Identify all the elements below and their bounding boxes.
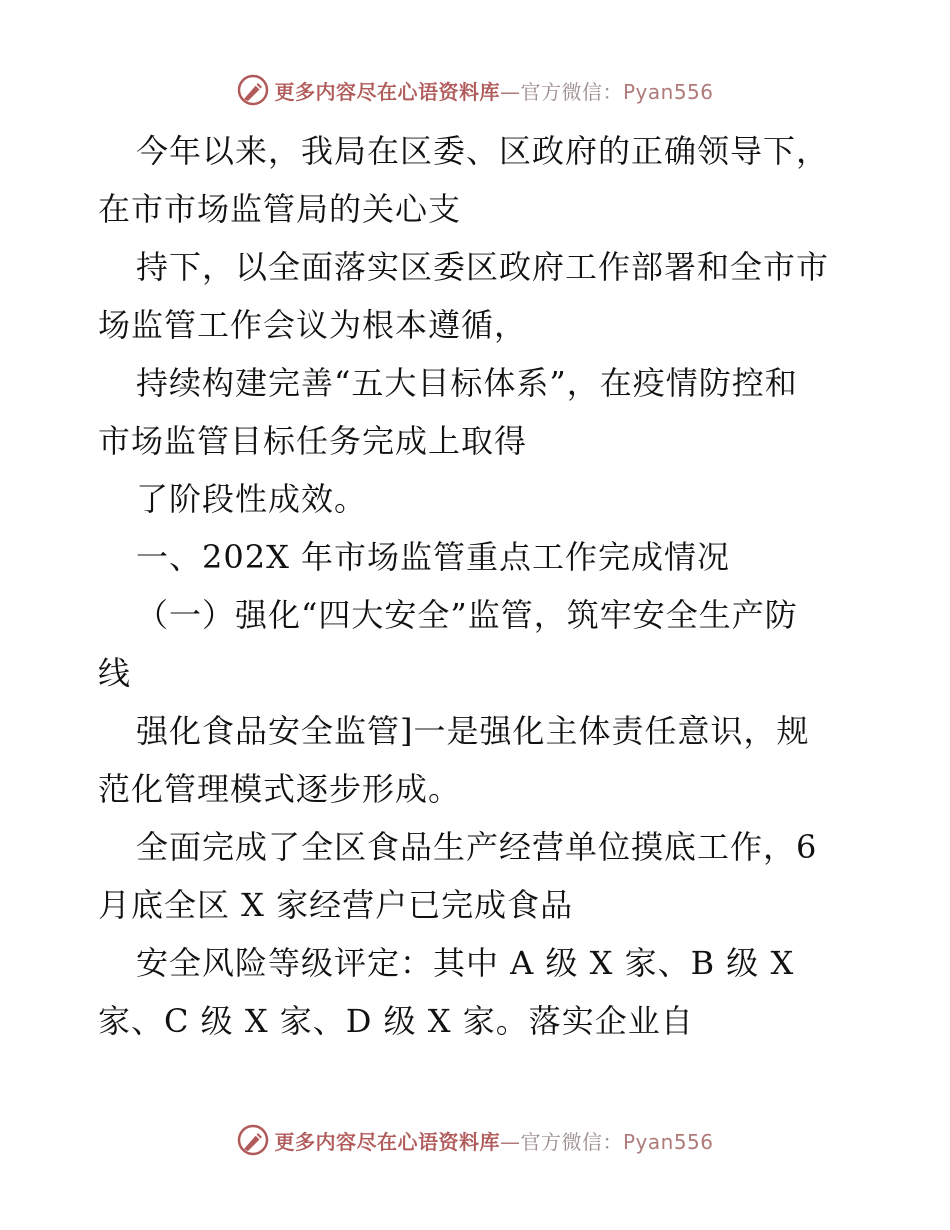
text-line: 今年以来，我局在区委、区政府的正确领导下， bbox=[136, 132, 830, 170]
pen-logo-icon bbox=[236, 73, 270, 107]
subsection-heading: （一）强化“四大安全”监管，筑牢安全生产防 bbox=[136, 596, 798, 634]
header-banner bbox=[0, 70, 950, 110]
header-separator: — bbox=[499, 79, 521, 104]
footer-banner bbox=[0, 1120, 950, 1160]
header-wechat-label: 官方微信： bbox=[520, 79, 623, 104]
text-line: 范化管理模式逐步形成。 bbox=[98, 770, 462, 808]
text-line: 场监管工作会议为根本遵循， bbox=[98, 306, 528, 344]
footer-site-name: 更多内容尽在心语资料库 bbox=[274, 1129, 500, 1154]
text-line: 持续构建完善“五大目标体系”，在疫情防控和 bbox=[136, 364, 798, 402]
pen-logo-icon bbox=[236, 1123, 270, 1157]
header-site-name: 更多内容尽在心语资料库 bbox=[274, 79, 500, 104]
text-line: 线 bbox=[98, 654, 132, 692]
footer-banner-text bbox=[274, 1126, 713, 1155]
text-line: 了阶段性成效。 bbox=[136, 480, 368, 518]
footer-wechat-label: 官方微信： bbox=[520, 1129, 623, 1154]
text-line: 月底全区 X 家经营户已完成食品 bbox=[98, 886, 574, 924]
header-account: Pyan556 bbox=[622, 79, 714, 104]
footer-separator: — bbox=[499, 1129, 521, 1154]
header-banner-text bbox=[274, 76, 713, 105]
text-line: 在市市场监管局的关心支 bbox=[98, 190, 462, 228]
text-line: 全面完成了全区食品生产经营单位摸底工作，6 bbox=[136, 828, 818, 866]
text-line: 强化食品安全监管]一是强化主体责任意识，规 bbox=[136, 712, 810, 750]
section-heading: 一、202X 年市场监管重点工作完成情况 bbox=[136, 538, 731, 576]
text-line: 市场监管目标任务完成上取得 bbox=[98, 422, 528, 460]
text-line: 持下，以全面落实区委区政府工作部署和全市市 bbox=[136, 248, 830, 286]
text-line: 安全风险等级评定：其中 A 级 X 家、B 级 X bbox=[136, 944, 795, 982]
footer-account: Pyan556 bbox=[622, 1129, 714, 1154]
text-line: 家、C 级 X 家、D 级 X 家。落实企业自 bbox=[98, 1002, 694, 1040]
document-body bbox=[98, 122, 858, 1050]
